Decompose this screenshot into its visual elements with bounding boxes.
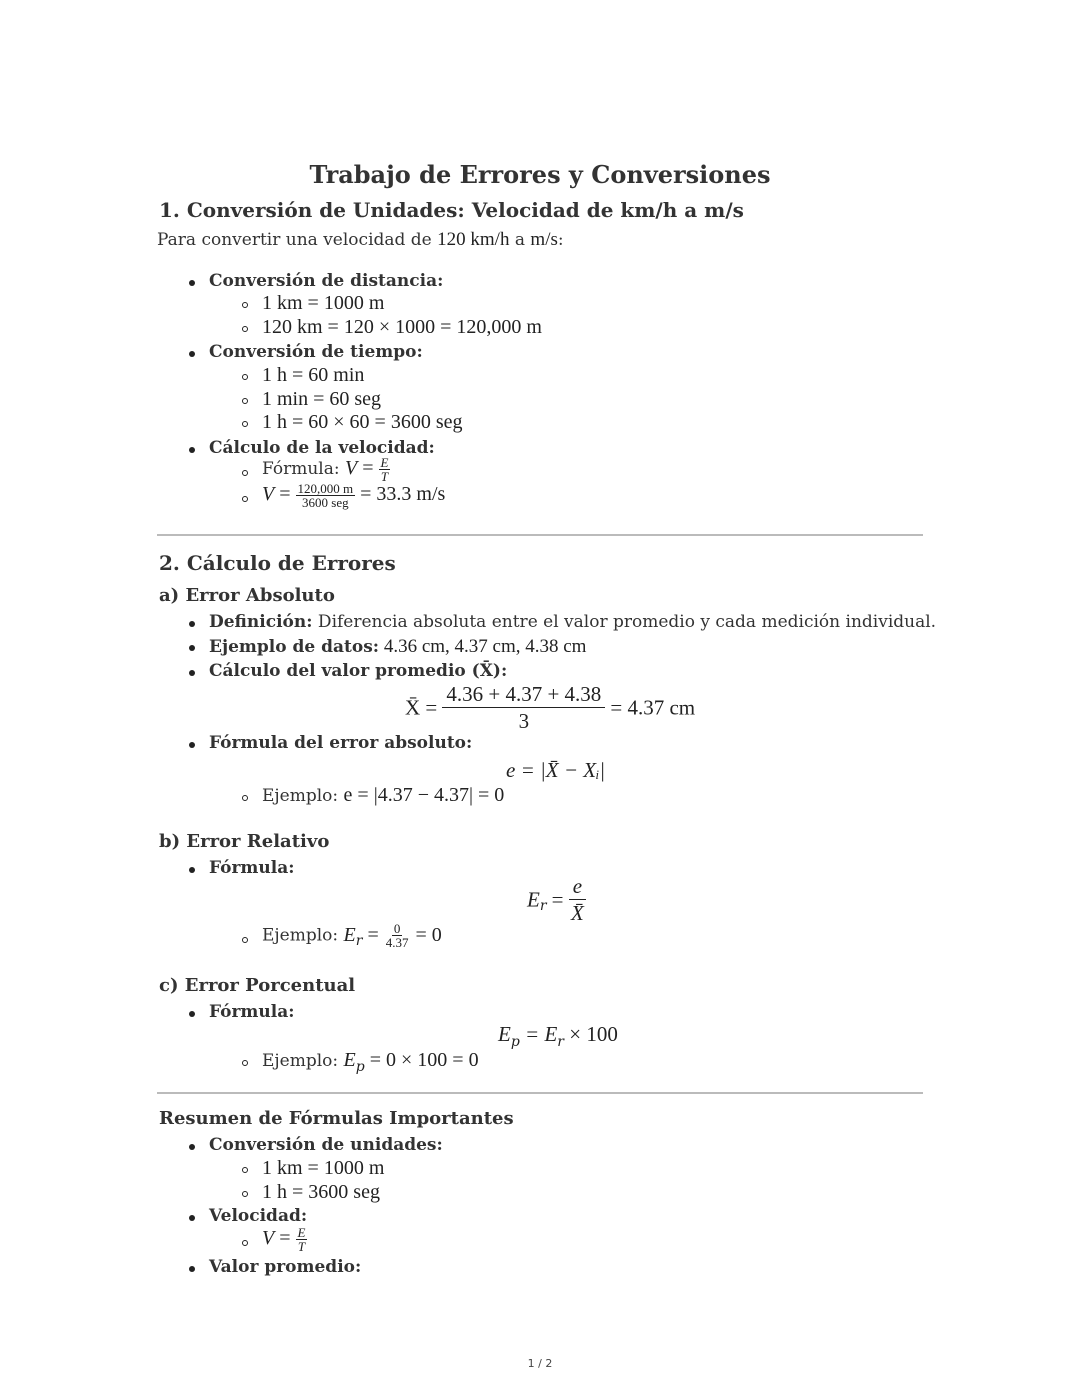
intro-unit: m/s <box>530 229 558 250</box>
divider <box>157 534 923 536</box>
intro-prefix: Para convertir una velocidad de <box>157 230 438 250</box>
summary-velocity-label: Velocidad: <box>209 1206 308 1226</box>
abs-formula: e = |X̄ − Xᵢ| <box>506 758 606 782</box>
velocity-calculation <box>262 482 445 509</box>
divider <box>157 1092 923 1094</box>
time-line-2: 1 min = 60 seg <box>262 388 382 410</box>
time-line-3: 1 h = 60 × 60 = 3600 seg <box>262 411 463 433</box>
section-2-heading: 2. Cálculo de Errores <box>159 551 396 575</box>
sub-bullet-icon <box>242 398 248 404</box>
fraction-e-over-t <box>379 456 391 483</box>
sub-bullet-icon <box>242 1240 248 1246</box>
rel-num: e <box>569 876 586 900</box>
sub-bullet-icon <box>242 1167 248 1173</box>
bullet-icon <box>189 867 195 873</box>
data-example-line <box>209 636 586 658</box>
mean-den: 3 <box>518 709 530 733</box>
page-number: 1 / 2 <box>527 1357 553 1370</box>
percent-formula-tail: × 100 <box>569 1022 618 1046</box>
summary-heading: Resumen de Fórmulas Importantes <box>159 1108 514 1129</box>
summary-units-line-2: 1 h = 3600 seg <box>262 1181 380 1203</box>
relative-formula-label: Fórmula: <box>209 858 295 878</box>
mean-lhs: X̄ = <box>405 695 438 720</box>
example-prefix: Ejemplo: <box>262 1051 344 1071</box>
relative-example-fraction <box>384 922 411 949</box>
bullet-icon <box>189 645 195 651</box>
summary-mean-label: Valor promedio: <box>209 1257 362 1277</box>
frac-den: T <box>380 469 389 484</box>
er-sub: r <box>355 933 363 949</box>
mean-num: 4.36 + 4.37 + 4.38 <box>442 684 605 708</box>
sub-bullet-icon <box>242 374 248 380</box>
er-symbol: E <box>527 887 540 912</box>
frac-den: T <box>297 1239 306 1254</box>
equals: = <box>362 457 374 479</box>
sub-bullet-icon <box>242 1191 248 1197</box>
time-line-1: 1 h = 60 min <box>262 364 365 386</box>
definition-line <box>209 612 936 632</box>
mean-label: Cálculo del valor promedio (X̄): <box>209 661 508 681</box>
definition-label: Definición: <box>209 612 313 632</box>
ex-den: 4.37 <box>385 935 409 950</box>
section-1-heading: 1. Conversión de Unidades: Velocidad de km/h a m/s <box>159 198 744 222</box>
intro-value: 120 km/h <box>437 229 510 250</box>
abs-formula-label: Fórmula del error absoluto: <box>209 733 473 753</box>
velocity-result: = 33.3 m/s <box>360 483 446 505</box>
bullet-icon <box>189 621 195 627</box>
sub-bullet-icon <box>242 795 248 801</box>
relative-formula: Er = $\frac{e}{X̄}$ <box>527 876 586 924</box>
sub-bullet-icon <box>242 937 248 943</box>
definition-text: Diferencia absoluta entre el valor promedio y cada medición individual. <box>312 612 937 632</box>
bullet-icon <box>189 1266 195 1272</box>
example-prefix: Ejemplo: <box>262 786 344 806</box>
fraction-e-over-t <box>296 1226 308 1253</box>
fraction-distance-over-time <box>296 482 356 509</box>
percent-formula-rest: = E <box>525 1022 558 1046</box>
sub-bullet-icon <box>242 1060 248 1066</box>
er-sub: r <box>557 1034 564 1050</box>
bullet-icon <box>189 447 195 453</box>
sub-bullet-icon <box>242 470 248 476</box>
sub-bullet-icon <box>242 326 248 332</box>
section-1-intro <box>157 229 564 251</box>
percent-formula-label: Fórmula: <box>209 1002 295 1022</box>
velocity-label: Cálculo de la velocidad: <box>209 438 435 458</box>
bullet-icon <box>189 1215 195 1221</box>
mean-fraction <box>442 684 605 732</box>
percent-example <box>262 1049 479 1075</box>
velocity-formula <box>262 456 390 483</box>
sub-bullet-icon <box>242 421 248 427</box>
er-sub: r <box>539 897 547 914</box>
mean-result: = 4.37 cm <box>610 695 696 720</box>
bullet-icon <box>189 280 195 286</box>
data-label: Ejemplo de datos: <box>209 637 380 657</box>
percent-error-heading: c) Error Porcentual <box>159 975 356 996</box>
relative-example: Ejemplo: Er = $\frac{0}{4.37}$ = 0 <box>262 921 442 950</box>
intro-middle: a <box>509 230 531 250</box>
sub-bullet-icon <box>242 496 248 502</box>
time-label: Conversión de tiempo: <box>209 342 423 362</box>
page-title: Trabajo de Errores y Conversiones <box>309 160 771 189</box>
frac-den: 3600 seg <box>302 495 349 510</box>
var-v: V <box>345 457 358 479</box>
summary-units-line-1: 1 km = 1000 m <box>262 1157 385 1179</box>
var-v: V <box>262 1227 275 1249</box>
frac-num: E <box>380 455 389 470</box>
bullet-icon <box>189 351 195 357</box>
abs-example-expr: e = |4.37 − 4.37| = 0 <box>343 784 505 806</box>
frac-num: E <box>297 1225 306 1240</box>
relative-fraction <box>569 876 586 924</box>
abs-example <box>262 784 504 807</box>
bullet-icon <box>189 670 195 676</box>
bullet-icon <box>189 742 195 748</box>
formula-prefix: Fórmula: <box>262 459 345 479</box>
bullet-icon <box>189 1011 195 1017</box>
frac-num: 120,000 m <box>297 481 354 496</box>
ep-symbol: E <box>343 1049 356 1071</box>
summary-velocity-formula <box>262 1226 307 1253</box>
relative-example-result: = 0 <box>415 924 442 946</box>
example-prefix: Ejemplo: <box>262 925 344 946</box>
relative-error-heading: b) Error Relativo <box>159 831 330 852</box>
percent-formula <box>498 1022 618 1050</box>
intro-suffix: : <box>557 230 564 250</box>
distance-line-2: 120 km = 120 × 1000 = 120,000 m <box>262 316 542 338</box>
distance-line-1: 1 km = 1000 m <box>262 292 385 314</box>
summary-units-label: Conversión de unidades: <box>209 1135 443 1155</box>
er-symbol: E <box>343 924 356 946</box>
ex-num: 0 <box>393 921 401 936</box>
equals: = <box>279 1227 291 1249</box>
bullet-icon <box>189 1144 195 1150</box>
rel-den: X̄ <box>570 901 584 925</box>
distance-label: Conversión de distancia: <box>209 271 444 291</box>
percent-example-tail: = 0 × 100 = 0 <box>369 1049 479 1071</box>
var-v: V <box>262 483 275 505</box>
absolute-error-heading: a) Error Absoluto <box>159 585 335 606</box>
sub-bullet-icon <box>242 302 248 308</box>
mean-equation <box>405 684 695 732</box>
equals: = <box>279 483 291 505</box>
ep-symbol: E <box>498 1022 511 1046</box>
ep-sub: p <box>355 1059 365 1075</box>
ep-sub: p <box>510 1034 520 1050</box>
data-values: 4.36 cm, 4.37 cm, 4.38 cm <box>379 636 587 657</box>
